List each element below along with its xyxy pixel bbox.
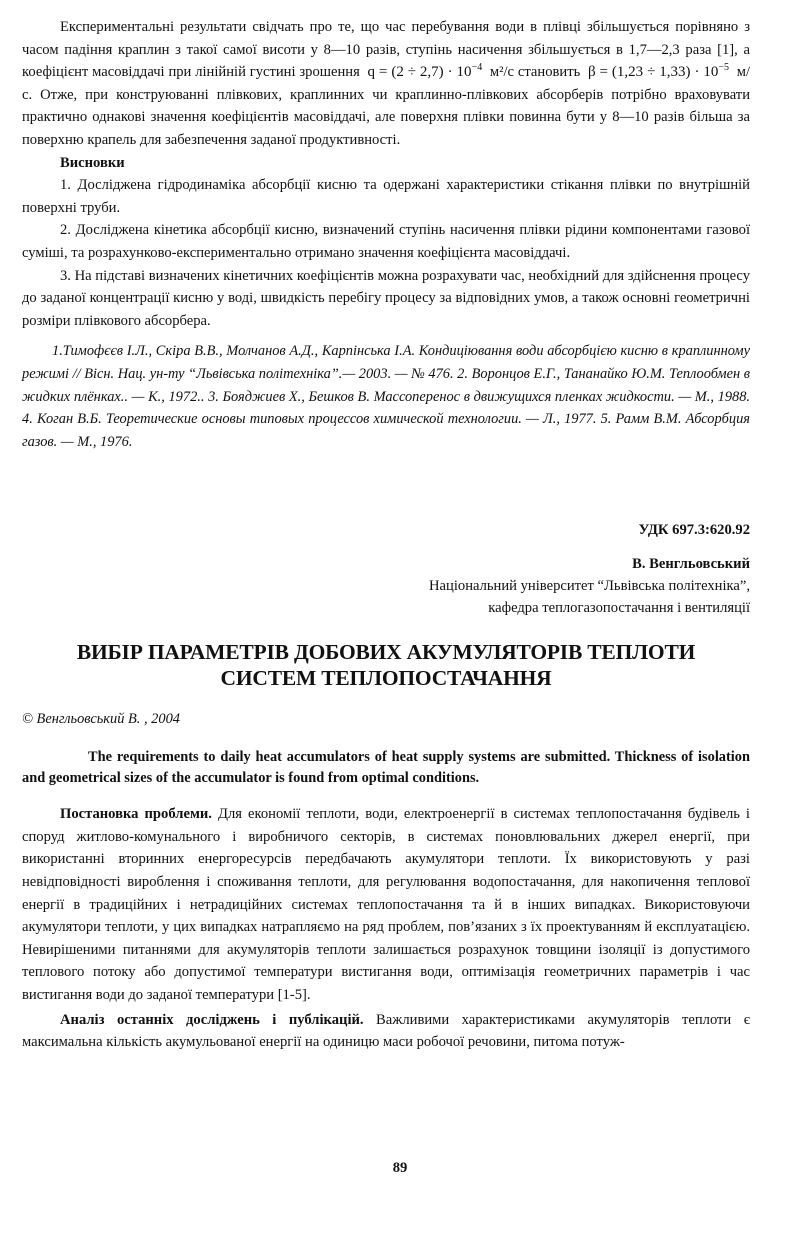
problem-statement-text: Для економії теплоти, води, електроенергії в системах теплопостачання будівель і споруд житлово-комунального і виробничого секторів, в системах поновлювальних джерел енергії, при використанні вторинних енергоресурсів передбачають акумулятори теплоти. Їх використовують у разі невідповідності вироблення і споживання теплоти, для регулювання водопостачання, для накопичення теплової енергії в традиційних і нетрадиційних системах теплопостачання та й в інших випадках. Використовуючи акумулятори теплоти, у цих випадках натрапляємо на ряд проблем, пов’язаних з їх проектуванням й експлуатацією. Невирішеними питаннями для акумуляторів теплоти залишається розрахунок товщини ізоляції із допустимого теплового потоку або допустимої температури вистигання води, оптимізація геометричних параметрів і час вистигання води до заданої температури [1-5]. [22, 806, 750, 1004]
affiliation-department: кафедра теплогазопостачання і вентиляції [488, 600, 750, 617]
title-line-1: ВИБІР ПАРАМЕТРІВ ДОБОВИХ АКУМУЛЯТОРІВ ТЕПЛОТИ [76, 640, 696, 665]
article-title [22, 639, 750, 691]
intro-text-2: становить [517, 64, 581, 81]
author-affiliation [22, 553, 750, 619]
analysis-paragraph [22, 1009, 750, 1054]
conclusion-item-2: 2. Досліджена кінетика абсорбції кисню, визначений ступінь насичення плівки рідини компонентами газової суміші, та розрахунково-експериментально отримано значення коефіцієнта масовіддачі. [22, 222, 750, 261]
formula-q-base: q = (2 ÷ 2,7) · 10 [367, 64, 472, 81]
page-number: 89 [392, 1160, 408, 1176]
author-name: В. Венгльовський [632, 556, 750, 573]
conclusion-item-3: 3. На підставі визначених кінетичних коефіцієнтів можна розрахувати час, необхідний для здійснення процесу до заданої концентрації кисню у воді, швидкість перебігу процесу за відповідних умов, а також основні геометричні розміри плівкового абсорбера. [22, 267, 750, 329]
copyright-notice: © Венгльовський В. , 2004 [22, 711, 180, 728]
references-list: 1.Тимофєєв І.Л., Скіра В.В., Молчанов А.Д., Карпінська І.А. Кондиціювання води абсорбцією кисню в краплинному режимі // Вісн. Нац. ун-ту “Львівська політехніка”.— 2003. — № 476. 2. Воронцов Е.Г., Тананайко Ю.М. Теплообмен в жидких плёнках.. — К., 1972.. 3. Бояджиев Х., Бешков В. Массоперенос в движущихся пленках жидкости. — М., 1988. 4. Коган В.Б. Теоретические основы типовых процессов химической технологии. — Л., 1977. 5. Рамм В.М. Абсорбция газов. — М., 1976. [22, 343, 750, 450]
intro-text-3: м/с. Отже, при конструюванні плівкових, краплинних чи краплинно-плівкових абсорберів потрібно враховувати практично однакові значення коефіцієнтів масовіддачі, але поверхня плівки повинна бути у 8—10 разів більша за поверхню крапель для забезпечення заданої продуктивності. [22, 64, 751, 148]
title-line-2: СИСТЕМ ТЕПЛОПОСТАЧАННЯ [220, 666, 552, 691]
formula-q-exponent: −4 [471, 62, 483, 74]
formula-beta-base: β = (1,23 ÷ 1,33) · 10 [587, 64, 719, 81]
abstract-english: The requirements to daily heat accumulators of heat supply systems are submitted. Thickness of isolation and geometrical sizes of the accumulator is found from optimal conditions. [22, 749, 750, 787]
analysis-text: Важливими характеристиками акумуляторів теплоти є максимальна кількість акумульованої енергії на одиницю маси робочої речовини, питома потуж- [22, 1011, 750, 1051]
affiliation-university: Національний університет “Львівська політехніка”, [429, 578, 750, 595]
intro-text-1: Експериментальні результати свідчать про те, що час перебування води в плівці збільшується порівняно з часом падіння краплин з такої самої висоти у 8—10 разів, ступінь насичення збільшується в 1,7—2,3 раза [1], а коефіцієнт масовіддачі при лінійній густині зрошення [22, 19, 750, 81]
formula-beta-exponent: −5 [718, 62, 730, 74]
conclusion-item-1: 1. Досліджена гідродинаміка абсорбції кисню та одержані характеристики стікання плівки по внутрішній поверхні труби. [22, 177, 750, 216]
udc-code: УДК 697.3:620.92 [638, 522, 750, 539]
unit-q: м²/с [489, 64, 515, 81]
conclusions-heading: Висновки [60, 154, 125, 171]
intro-paragraph [22, 16, 750, 152]
formula-beta [588, 64, 729, 80]
analysis-lead: Аналіз останніх досліджень і публікацій. [60, 1011, 364, 1028]
page-content [22, 16, 750, 1054]
problem-statement-lead: Постановка проблеми. [60, 806, 212, 823]
problem-statement-paragraph [22, 803, 750, 1006]
formula-q [367, 64, 482, 80]
